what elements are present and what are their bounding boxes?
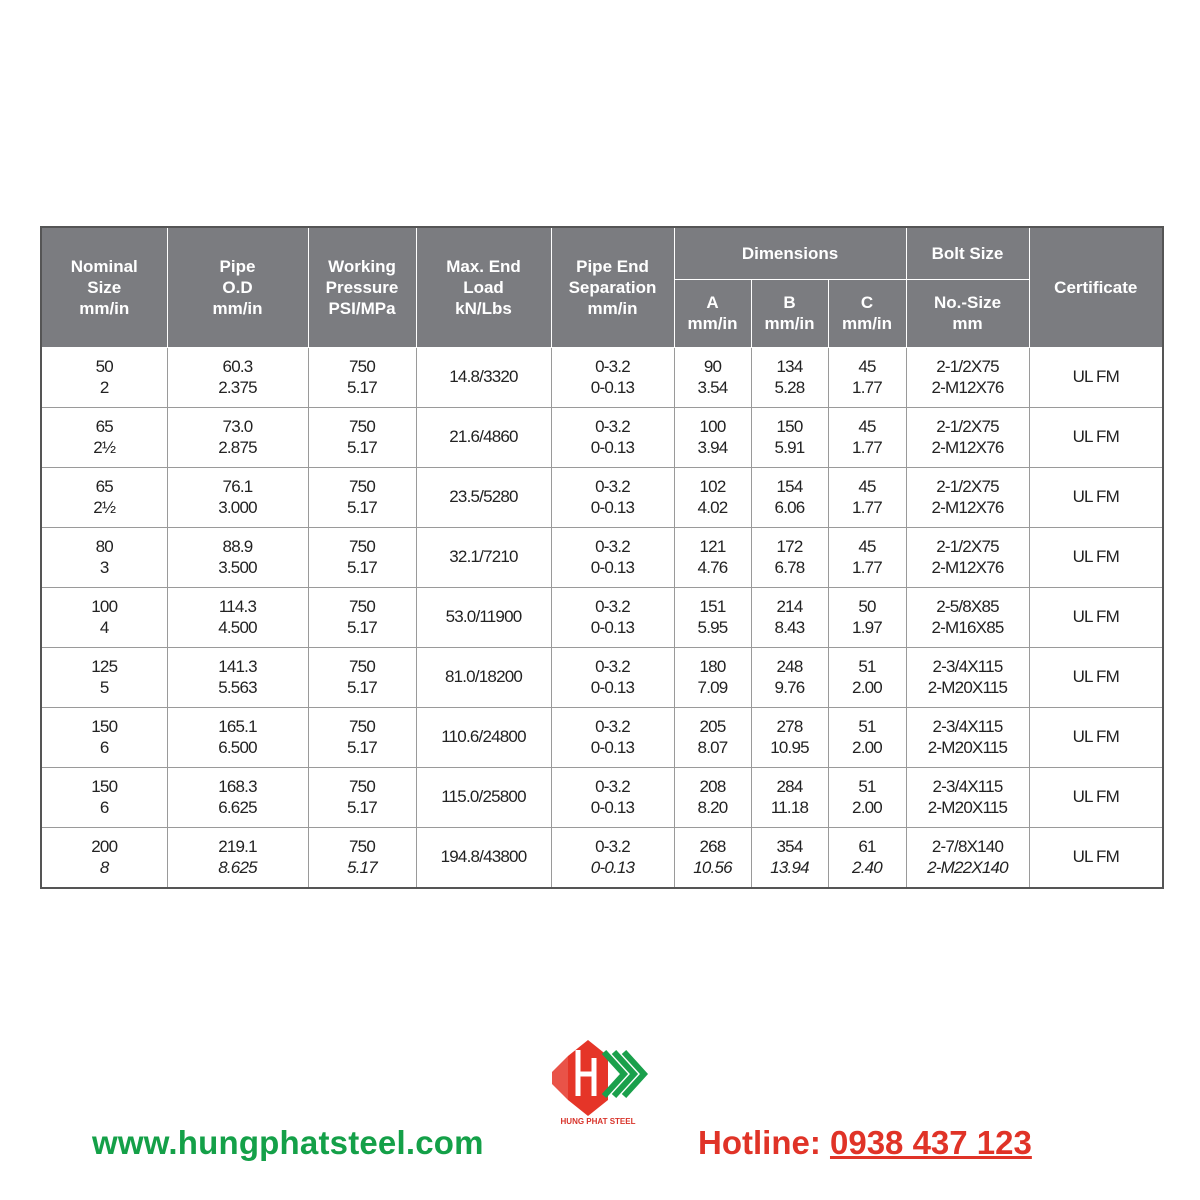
header-bolt-size: Bolt Size: [906, 227, 1029, 279]
cell-pressure: [308, 587, 416, 647]
cell-load: 194.8/43800: [416, 827, 551, 888]
cell-cert: UL FM: [1029, 827, 1163, 888]
cell-a: [674, 827, 751, 888]
cell-pressure: [308, 707, 416, 767]
cell-line: 4.76: [697, 558, 728, 577]
cell-pressure: [308, 467, 416, 527]
cell-line: 0-3.2: [595, 536, 630, 556]
cell-line: 5.17: [347, 438, 377, 457]
cell-line: 51: [858, 656, 876, 676]
cell-sep: [551, 587, 674, 647]
header-dimensions: Dimensions: [674, 227, 906, 279]
cell-c: [828, 587, 906, 647]
cell-a: [674, 527, 751, 587]
cell-line: 2.00: [852, 798, 882, 817]
cell-bolt: [906, 407, 1029, 467]
cell-line: 60.3: [222, 356, 253, 376]
cell-line: 6: [99, 798, 109, 817]
cell-line: 0-0.13: [590, 798, 635, 817]
cell-line: 7.09: [697, 678, 728, 697]
cell-b: [751, 407, 828, 467]
cell-load: 23.5/5280: [416, 467, 551, 527]
cell-line: 10.56: [693, 858, 732, 877]
cell-load: 115.0/25800: [416, 767, 551, 827]
cell-line: 76.1: [222, 476, 253, 496]
cell-line: 51: [858, 716, 876, 736]
table-row: [41, 587, 1163, 647]
cell-line: 45: [858, 476, 876, 496]
cell-b: [751, 527, 828, 587]
cell-line: 102: [699, 476, 726, 496]
cell-nominal: [41, 527, 167, 587]
cell-load: 14.8/3320: [416, 347, 551, 407]
cell-pressure: [308, 827, 416, 888]
table-row: [41, 707, 1163, 767]
cell-line: 208: [699, 776, 726, 796]
cell-b: [751, 767, 828, 827]
cell-line: 0-0.13: [590, 378, 635, 397]
cell-line: 0-3.2: [595, 356, 630, 376]
cell-nominal: [41, 767, 167, 827]
cell-sep: [551, 527, 674, 587]
cell-line: 750: [349, 776, 375, 796]
cell-line: 2-M12X76: [931, 558, 1004, 577]
cell-line: 2-5/8X85: [936, 596, 999, 616]
header-pipe-od: Pipe O.D mm/in: [167, 227, 308, 347]
cell-line: 8.20: [697, 798, 728, 817]
cell-cert: UL FM: [1029, 527, 1163, 587]
cell-sep: [551, 467, 674, 527]
cell-line: 0-0.13: [590, 438, 635, 457]
cell-line: 2-7/8X140: [931, 836, 1004, 856]
cell-cert: UL FM: [1029, 647, 1163, 707]
cell-sep: [551, 347, 674, 407]
cell-line: 150: [91, 776, 118, 796]
cell-nominal: [41, 707, 167, 767]
cell-c: [828, 407, 906, 467]
cell-b: [751, 347, 828, 407]
cell-load: 21.6/4860: [416, 407, 551, 467]
cell-cert: UL FM: [1029, 347, 1163, 407]
cell-line: 3.000: [218, 498, 257, 517]
cell-line: 2-1/2X75: [936, 356, 999, 376]
cell-line: 2-M20X115: [927, 678, 1008, 697]
cell-load: 110.6/24800: [416, 707, 551, 767]
cell-line: 2.40: [852, 858, 882, 877]
cell-line: 45: [858, 356, 876, 376]
cell-line: 1.77: [852, 498, 882, 517]
cell-line: 13.94: [770, 858, 809, 877]
cell-line: 10.95: [770, 738, 809, 757]
logo-text: HUNG PHAT STEEL: [560, 1117, 636, 1126]
cell-cert: UL FM: [1029, 767, 1163, 827]
cell-sep: [551, 407, 674, 467]
cell-load: 53.0/11900: [416, 587, 551, 647]
cell-line: 65: [95, 476, 113, 496]
cell-line: 2½: [93, 438, 116, 457]
cell-line: 284: [776, 776, 803, 796]
table-row: [41, 467, 1163, 527]
cell-line: 2½: [93, 498, 116, 517]
cell-line: 2-M22X140: [927, 858, 1008, 877]
table-row: [41, 527, 1163, 587]
cell-line: 750: [349, 656, 375, 676]
cell-line: 80: [95, 536, 113, 556]
cell-line: 2: [99, 378, 109, 397]
cell-line: 0-3.2: [595, 476, 630, 496]
cell-line: 6.625: [218, 798, 257, 817]
cell-line: 100: [91, 596, 118, 616]
cell-b: [751, 827, 828, 888]
cell-line: 50: [95, 356, 113, 376]
cell-pressure: [308, 527, 416, 587]
cell-b: [751, 587, 828, 647]
spec-table: [40, 226, 1164, 889]
cell-line: 2-M20X115: [927, 798, 1008, 817]
table-row: [41, 407, 1163, 467]
cell-line: 354: [776, 836, 803, 856]
table-row: [41, 827, 1163, 888]
cell-line: 5.17: [347, 858, 377, 877]
cell-line: 50: [858, 596, 876, 616]
cell-sep: [551, 707, 674, 767]
cell-line: 4.500: [218, 618, 257, 637]
cell-c: [828, 647, 906, 707]
cell-cert: UL FM: [1029, 467, 1163, 527]
website-link[interactable]: www.hungphatsteel.com: [92, 1124, 484, 1161]
cell-bolt: [906, 767, 1029, 827]
cell-line: 154: [776, 476, 803, 496]
cell-pressure: [308, 407, 416, 467]
cell-c: [828, 707, 906, 767]
cell-cert: UL FM: [1029, 407, 1163, 467]
cell-b: [751, 467, 828, 527]
cell-nominal: [41, 587, 167, 647]
cell-line: 150: [776, 416, 803, 436]
cell-a: [674, 347, 751, 407]
cell-od: [167, 407, 308, 467]
header-certificate: Certificate: [1029, 227, 1163, 347]
cell-line: 6.78: [774, 558, 805, 577]
cell-line: 3.94: [697, 438, 728, 457]
cell-line: 750: [349, 596, 375, 616]
cell-line: 121: [699, 536, 726, 556]
cell-b: [751, 707, 828, 767]
cell-line: 125: [91, 656, 118, 676]
cell-line: 5.95: [697, 618, 728, 637]
cell-line: 8.07: [697, 738, 728, 757]
cell-nominal: [41, 347, 167, 407]
cell-line: 3.500: [218, 558, 257, 577]
header-bolt-no-size: No.-Size mm: [906, 279, 1029, 347]
cell-a: [674, 647, 751, 707]
cell-line: 0-0.13: [590, 738, 635, 757]
cell-pressure: [308, 647, 416, 707]
cell-sep: [551, 827, 674, 888]
cell-a: [674, 467, 751, 527]
hotline: [698, 1124, 1032, 1162]
cell-a: [674, 767, 751, 827]
cell-line: 0-3.2: [595, 716, 630, 736]
cell-line: 4: [99, 618, 109, 637]
cell-b: [751, 647, 828, 707]
cell-line: 1.77: [852, 438, 882, 457]
cell-pressure: [308, 767, 416, 827]
cell-line: 0-3.2: [595, 416, 630, 436]
cell-line: 100: [699, 416, 726, 436]
cell-line: 134: [776, 356, 803, 376]
cell-line: 278: [776, 716, 803, 736]
cell-line: 750: [349, 536, 375, 556]
cell-line: 248: [776, 656, 803, 676]
cell-line: 6.06: [774, 498, 805, 517]
cell-load: 81.0/18200: [416, 647, 551, 707]
cell-line: 45: [858, 536, 876, 556]
cell-od: [167, 827, 308, 888]
cell-od: [167, 647, 308, 707]
cell-a: [674, 587, 751, 647]
cell-line: 172: [776, 536, 803, 556]
cell-line: 61: [858, 836, 876, 856]
cell-bolt: [906, 827, 1029, 888]
cell-line: 151: [699, 596, 726, 616]
cell-nominal: [41, 827, 167, 888]
cell-load: 32.1/7210: [416, 527, 551, 587]
cell-c: [828, 347, 906, 407]
cell-line: 73.0: [222, 416, 253, 436]
header-dim-b: B mm/in: [751, 279, 828, 347]
header-dim-a: A mm/in: [674, 279, 751, 347]
cell-line: 205: [699, 716, 726, 736]
cell-od: [167, 527, 308, 587]
header-max-end-load: Max. End Load kN/Lbs: [416, 227, 551, 347]
cell-line: 5.91: [774, 438, 805, 457]
cell-line: 5.28: [774, 378, 805, 397]
table-row: [41, 347, 1163, 407]
cell-cert: UL FM: [1029, 707, 1163, 767]
cell-line: 219.1: [218, 836, 257, 856]
cell-line: 4.02: [697, 498, 728, 517]
cell-line: 0-0.13: [590, 618, 635, 637]
cell-line: 2.875: [218, 438, 257, 457]
header-nominal-size: Nominal Size mm/in: [41, 227, 167, 347]
cell-line: 11.18: [770, 798, 809, 817]
cell-line: 0-0.13: [590, 858, 635, 877]
cell-line: 0-3.2: [595, 776, 630, 796]
cell-cert: UL FM: [1029, 587, 1163, 647]
cell-line: 8.43: [774, 618, 805, 637]
table-row: [41, 647, 1163, 707]
cell-od: [167, 587, 308, 647]
cell-bolt: [906, 707, 1029, 767]
cell-line: 1.77: [852, 378, 882, 397]
cell-line: 45: [858, 416, 876, 436]
cell-line: 5.17: [347, 498, 377, 517]
cell-line: 65: [95, 416, 113, 436]
cell-line: 2-M12X76: [931, 378, 1004, 397]
cell-a: [674, 407, 751, 467]
cell-line: 2-3/4X115: [932, 776, 1003, 796]
cell-bolt: [906, 527, 1029, 587]
cell-line: 0-3.2: [595, 836, 630, 856]
cell-line: 165.1: [218, 716, 257, 736]
table-body: [41, 347, 1163, 888]
cell-line: 2-M16X85: [931, 618, 1004, 637]
cell-line: 2-M12X76: [931, 438, 1004, 457]
cell-line: 5: [99, 678, 109, 697]
cell-line: 0-0.13: [590, 678, 635, 697]
cell-line: 200: [91, 836, 118, 856]
cell-nominal: [41, 647, 167, 707]
cell-line: 750: [349, 356, 375, 376]
cell-line: 5.17: [347, 798, 377, 817]
cell-line: 214: [776, 596, 803, 616]
cell-line: 3.54: [697, 378, 728, 397]
cell-line: 5.563: [218, 678, 257, 697]
cell-sep: [551, 767, 674, 827]
cell-line: 0-3.2: [595, 656, 630, 676]
cell-line: 2.375: [218, 378, 257, 397]
cell-line: 750: [349, 836, 375, 856]
cell-line: 150: [91, 716, 118, 736]
cell-line: 168.3: [218, 776, 257, 796]
cell-line: 8.625: [218, 858, 257, 877]
cell-line: 6.500: [218, 738, 257, 757]
hp-logo-icon: [548, 1040, 648, 1128]
cell-od: [167, 467, 308, 527]
cell-line: 0-0.13: [590, 558, 635, 577]
cell-od: [167, 707, 308, 767]
cell-line: 2-1/2X75: [936, 536, 999, 556]
cell-line: 5.17: [347, 618, 377, 637]
cell-line: 141.3: [218, 656, 257, 676]
header-pipe-end-separation: Pipe End Separation mm/in: [551, 227, 674, 347]
hotline-number[interactable]: 0938 437 123: [829, 1124, 1032, 1161]
cell-bolt: [906, 347, 1029, 407]
cell-line: 2-1/2X75: [936, 476, 999, 496]
cell-a: [674, 707, 751, 767]
cell-line: 114.3: [218, 596, 257, 616]
cell-c: [828, 467, 906, 527]
cell-line: 88.9: [222, 536, 253, 556]
cell-line: 5.17: [347, 378, 377, 397]
cell-bolt: [906, 587, 1029, 647]
cell-c: [828, 767, 906, 827]
cell-line: 1.97: [852, 618, 882, 637]
cell-od: [167, 767, 308, 827]
cell-line: 2-M20X115: [927, 738, 1008, 757]
cell-line: 0-3.2: [595, 596, 630, 616]
cell-line: 750: [349, 716, 375, 736]
cell-line: 5.17: [347, 738, 377, 757]
cell-line: 1.77: [852, 558, 882, 577]
header-working-pressure: Working Pressure PSI/MPa: [308, 227, 416, 347]
cell-nominal: [41, 407, 167, 467]
cell-pressure: [308, 347, 416, 407]
cell-line: 268: [699, 836, 726, 856]
cell-line: 2-3/4X115: [932, 716, 1003, 736]
cell-line: 9.76: [774, 678, 805, 697]
cell-line: 3: [99, 558, 109, 577]
table-row: [41, 767, 1163, 827]
header-dim-c: C mm/in: [828, 279, 906, 347]
cell-line: 51: [858, 776, 876, 796]
hotline-label: Hotline:: [698, 1124, 830, 1161]
cell-line: 5.17: [347, 678, 377, 697]
cell-line: 2.00: [852, 678, 882, 697]
cell-c: [828, 527, 906, 587]
cell-line: 2.00: [852, 738, 882, 757]
cell-line: 90: [703, 356, 722, 376]
cell-line: 180: [699, 656, 726, 676]
cell-sep: [551, 647, 674, 707]
cell-c: [828, 827, 906, 888]
cell-line: 5.17: [347, 558, 377, 577]
cell-line: 6: [99, 738, 109, 757]
cell-od: [167, 347, 308, 407]
cell-bolt: [906, 467, 1029, 527]
cell-line: 2-3/4X115: [932, 656, 1003, 676]
cell-line: 8: [99, 858, 109, 877]
cell-bolt: [906, 647, 1029, 707]
cell-line: 2-M12X76: [931, 498, 1004, 517]
cell-line: 750: [349, 416, 375, 436]
cell-line: 2-1/2X75: [936, 416, 999, 436]
cell-line: 0-0.13: [590, 498, 635, 517]
cell-nominal: [41, 467, 167, 527]
cell-line: 750: [349, 476, 375, 496]
